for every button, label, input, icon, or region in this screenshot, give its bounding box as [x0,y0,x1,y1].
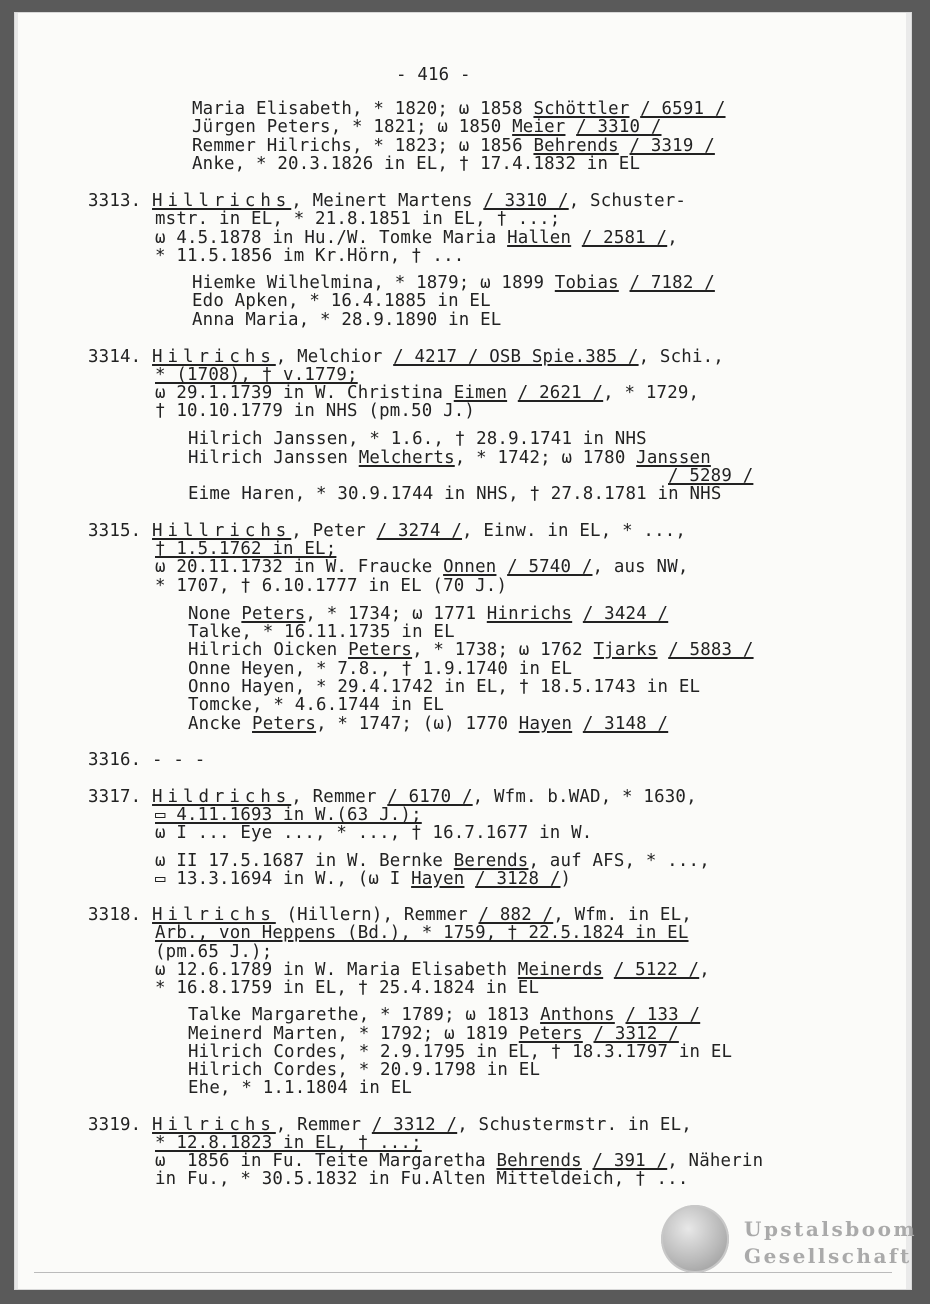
text-segment [464,869,475,889]
text-segment: , Schuster- [568,191,687,211]
text-segment: mstr. in EL, * 21.8.1851 in EL, † ...; [155,209,561,229]
underlined-segment: Onnen [443,557,497,577]
text-segment: , Einw. in EL, * ..., [462,521,687,541]
underlined-segment: Hilrichs [152,347,276,367]
underlined-segment: / 3148 / [582,714,669,734]
text-line [88,751,205,770]
underlined-segment: / 882 / [478,905,554,925]
text-line [188,430,647,449]
text-segment: , Meinert Martens [291,191,484,211]
underlined-segment: Meinerds [517,960,604,980]
text-segment: None [188,604,242,624]
underlined-segment: Hayen [411,869,465,889]
text-segment: Talke Margarethe, * 1789; ω 1813 [188,1005,541,1025]
underlined-segment: Hilrichs [152,905,276,925]
text-segment: Hiemke Wilhelmina, * 1879; ω 1899 [192,273,555,293]
underlined-segment: Behrends [496,1151,582,1171]
text-segment: Talke, * 16.11.1735 in EL [188,622,455,642]
text-segment: , Peter [291,521,377,541]
text-segment: 3315. [88,521,153,541]
text-segment: Tomcke, * 4.6.1744 in EL [188,695,445,715]
text-segment: , Näherin [667,1151,764,1171]
text-line [188,641,754,660]
text-line [188,1079,412,1098]
society-seal-icon [661,1205,729,1273]
text-segment: ω 29.1.1739 in W. Christina [155,383,454,403]
text-segment: Remmer Hilrichs, * 1823; ω 1856 [192,136,534,156]
underlined-segment: Hayen [518,714,573,734]
text-segment: ω 12.6.1789 in W. Maria Elisabeth [155,960,518,980]
underlined-segment: / 6591 / [640,99,726,119]
text-segment [629,99,640,119]
text-segment: Hilrich Janssen, * 1.6., † 28.9.1741 in NHS [188,429,647,449]
underlined-segment: Melcherts [358,448,455,468]
text-segment: Onno Hayen, * 29.4.1742 in EL, † 18.5.1743 in EL [188,677,701,697]
underlined-segment: Janssen [636,448,711,468]
text-line [155,402,475,421]
underlined-segment: Eimen [453,383,508,403]
text-line [155,558,689,577]
text-segment: Jürgen Peters, * 1821; ω 1850 [192,117,513,137]
text-segment: 3314. [88,347,153,367]
text-segment: Hilrich Janssen [188,448,359,468]
underlined-segment: Schöttler [533,99,630,119]
text-line [155,924,689,943]
underlined-segment: / 4217 / OSB Spie.385 / [393,347,639,367]
text-segment: Eime Haren, * 30.9.1744 in NHS, † 27.8.1781 in NHS [188,484,722,504]
underlined-segment: / 2621 / [517,383,604,403]
text-segment: in Fu., * 30.5.1832 in Fu.Alten Mitteldeich, † ... [155,1169,689,1189]
text-segment: , Remmer [275,1115,372,1135]
text-segment: Meinerd Marten, * 1792; ω 1819 [188,1024,519,1044]
underlined-segment: / 6170 / [387,787,473,807]
text-line [188,715,668,734]
underlined-segment: / 5883 / [668,640,754,660]
text-segment: Onne Heyen, * 7.8., † 1.9.1740 in EL [188,659,573,679]
text-segment: Hilrich Cordes, * 2.9.1795 in EL, † 18.3.1797 in EL [188,1042,733,1062]
text-segment: (pm.65 J.); [155,942,273,962]
text-segment: , * 1729, [603,383,700,403]
underlined-segment: Peters [252,714,317,734]
text-segment: , auf AFS, * ..., [528,851,710,871]
underlined-segment: / 3424 / [582,604,669,624]
text-line [155,247,464,266]
text-segment [572,604,583,624]
text-segment [603,960,614,980]
text-segment: ) [560,869,572,889]
underlined-segment: * 12.8.1823 in EL, † ...; [155,1133,422,1153]
text-segment: Maria Elisabeth, * 1820; ω 1858 [192,99,534,119]
text-segment: * 11.5.1856 im Kr.Hörn, † ... [155,246,465,266]
underlined-segment: Tjarks [593,640,658,660]
text-segment: , * 1742; ω 1780 [454,448,637,468]
text-line [188,485,722,504]
text-line [188,696,444,715]
text-segment [658,640,669,660]
text-segment [571,228,582,248]
text-segment [582,1151,593,1171]
text-line [155,979,539,998]
underlined-segment: Hildrichs [152,787,292,807]
underlined-segment: Behrends [533,136,619,156]
underlined-segment: / 391 / [592,1151,668,1171]
text-segment: , * 1734; ω 1771 [305,604,487,624]
text-segment: Ancke [188,714,253,734]
text-line [188,449,711,468]
underlined-segment: Meier [512,117,566,137]
underlined-segment: Hillrichs [152,521,292,541]
text-segment: † 10.10.1779 in NHS (pm.50 J.) [155,401,476,421]
text-segment: 3317. [88,787,153,807]
page-number: - 416 - [396,65,471,85]
text-line [155,210,560,229]
text-segment: Ehe, * 1.1.1804 in EL [188,1078,413,1098]
text-segment: ω I ... Eye ..., * ..., † 16.7.1677 in W. [155,823,593,843]
underlined-segment: / 5289 / [668,466,754,486]
text-segment: , [699,960,710,980]
text-line [192,118,662,137]
text-segment: Anna Maria, * 28.9.1890 in EL [192,310,502,330]
underlined-segment: / 2581 / [581,228,668,248]
text-segment: , * 1747; (ω) 1770 [316,714,519,734]
text-segment: * 1707, † 6.10.1777 in EL (70 J.) [155,576,508,596]
text-segment: ▭ 13.3.1694 in W., (ω I [155,869,412,889]
underlined-segment: / 3310 / [576,117,662,137]
underlined-segment: Peters [518,1024,583,1044]
underlined-segment: * (1708), † v.1779; [155,365,358,385]
text-segment: * 16.8.1759 in EL, † 25.4.1824 in EL [155,978,540,998]
text-segment: (Hillern), Remmer [275,905,479,925]
text-segment: , aus NW, [592,557,689,577]
underlined-segment: / 7182 / [629,273,715,293]
text-segment: ω 20.11.1732 in W. Fraucke [155,557,444,577]
underlined-segment: Hinrichs [486,604,573,624]
text-segment [619,273,630,293]
text-segment: , Schi., [638,347,724,367]
underlined-segment: Arb., von Heppens (Bd.), * 1759, † 22.5.1824 in EL [155,923,689,943]
text-line [155,577,507,596]
text-segment [496,557,507,577]
text-segment: 3316. - - - [88,750,206,770]
text-line [192,155,640,174]
underlined-segment: ▭ 4.11.1693 in W.(63 J.); [155,805,422,825]
text-segment: , * 1738; ω 1762 [412,640,594,660]
underlined-segment: Hilrichs [152,1115,276,1135]
text-segment: ω 4.5.1878 in Hu./W. Tomke Maria [155,228,508,248]
text-segment [572,714,583,734]
text-segment: Hilrich Cordes, * 20.9.1798 in EL [188,1060,541,1080]
underlined-segment: / 5122 / [613,960,700,980]
underlined-segment: / 3310 / [483,191,569,211]
text-segment [583,1024,594,1044]
underlined-segment: / 3128 / [475,869,561,889]
underlined-segment: / 3319 / [629,136,715,156]
text-segment: 3319. [88,1115,153,1135]
document-page [14,12,918,1290]
footer-divider [34,1272,892,1273]
underlined-segment: Peters [348,640,413,660]
text-segment: , Wfm. b.WAD, * 1630, [472,787,697,807]
underlined-segment: Anthons [540,1005,615,1025]
text-segment: , Melchior [275,347,394,367]
text-segment [507,383,518,403]
text-segment [619,136,630,156]
underlined-segment: Hillrichs [152,191,292,211]
text-line [192,292,491,311]
text-line [192,311,501,330]
underlined-segment: / 5740 / [507,557,593,577]
logo-line-1: Upstalsboom [744,1217,918,1241]
underlined-segment: Tobias [554,273,619,293]
text-segment: , Schustermstr. in EL, [457,1115,692,1135]
text-segment: ω II 17.5.1687 in W. Bernke [155,851,454,871]
underlined-segment: † 1.5.1762 in EL; [155,539,337,559]
underlined-segment: Hallen [507,228,572,248]
text-segment: , Remmer [291,787,388,807]
text-segment: 3318. [88,905,153,925]
text-segment: Anke, * 20.3.1826 in EL, † 17.4.1832 in EL [192,154,641,174]
text-segment: ω 1856 in Fu. Teite Margaretha [155,1151,497,1171]
underlined-segment: Peters [241,604,306,624]
text-line [155,1170,689,1189]
text-segment: , Wfm. in EL, [553,905,692,925]
logo-line-2: Gesellschaft [744,1244,912,1268]
underlined-segment: / 3312 / [593,1024,679,1044]
text-line [155,824,592,843]
text-segment: , [667,228,678,248]
text-segment: Hilrich Oicken [188,640,349,660]
text-line [155,870,571,889]
underlined-segment: Berends [453,851,529,871]
text-line [188,1006,700,1025]
underlined-segment: / 133 / [625,1005,701,1025]
text-segment: 3313. [88,191,153,211]
underlined-segment: / 3274 / [376,521,463,541]
text-segment: Edo Apken, * 16.4.1885 in EL [192,291,491,311]
underlined-segment: / 3312 / [371,1115,458,1135]
text-segment [565,117,576,137]
text-segment [615,1005,626,1025]
